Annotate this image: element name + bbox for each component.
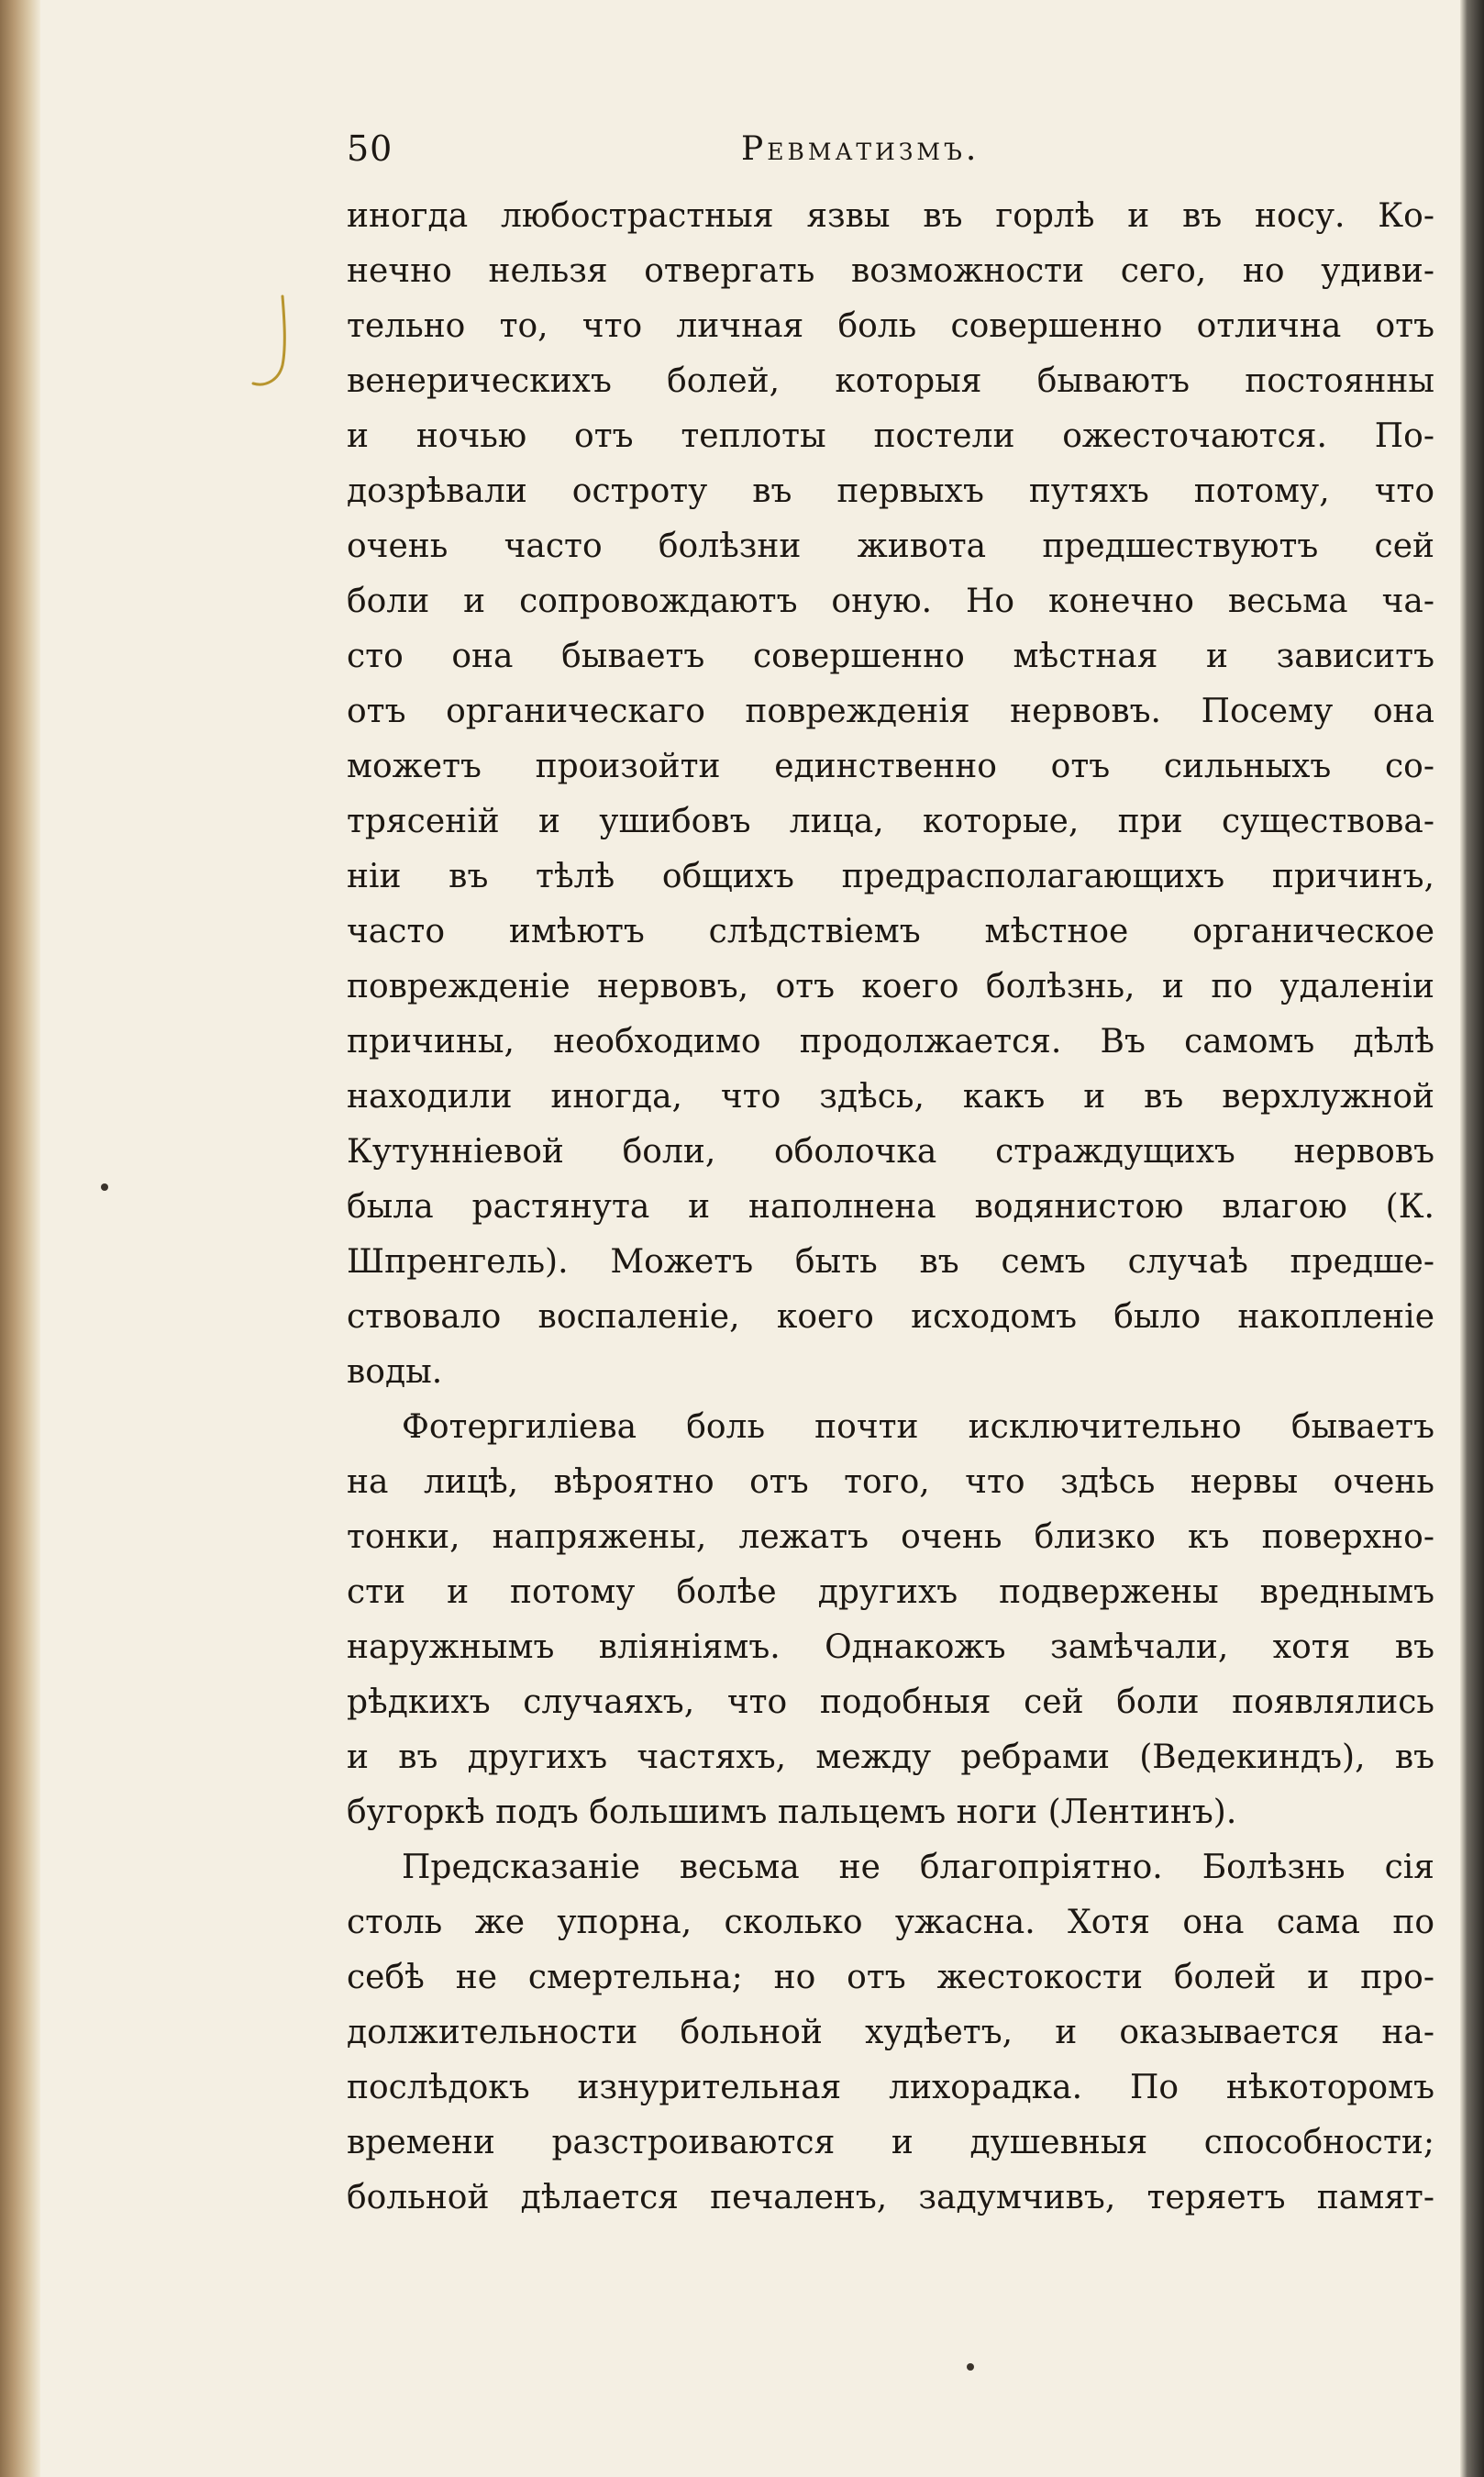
text-line: сти и потому болѣе другихъ подвержены вреднымъ bbox=[347, 1573, 1434, 1611]
text-line: ніи въ тѣлѣ общихъ предрасполагающихъ причинъ, bbox=[347, 858, 1434, 895]
text-line: нечно нельзя отвергать возможности сего, но удиви- bbox=[347, 252, 1434, 290]
running-title: Ревматизмъ. bbox=[741, 130, 980, 168]
paragraph-start-line: Предсказаніе весьма не благопріятно. Болѣзнь сія bbox=[402, 1849, 1434, 1886]
text-line: иногда любострастныя язвы въ горлѣ и въ носу. Ко- bbox=[347, 197, 1434, 235]
text-line: сто она бываетъ совершенно мѣстная и зависитъ bbox=[347, 638, 1434, 675]
text-line: больной дѣлается печаленъ, задумчивъ, теряетъ памят- bbox=[347, 2179, 1434, 2216]
text-line: тонки, напряжены, лежатъ очень близко къ поверхно- bbox=[347, 1518, 1434, 1556]
text-line: на лицѣ, вѣроятно отъ того, что здѣсь нервы очень bbox=[347, 1463, 1434, 1501]
text-line: послѣдокъ изнурительная лихорадка. По нѣкоторомъ bbox=[347, 2069, 1434, 2106]
text-line: дозрѣвали остроту въ первыхъ путяхъ потому, что bbox=[347, 472, 1434, 510]
book-gutter bbox=[0, 0, 40, 2477]
text-line: рѣдкихъ случаяхъ, что подобныя сей боли появлялись bbox=[347, 1683, 1434, 1721]
ink-speck bbox=[101, 1183, 108, 1191]
text-line: и ночью отъ теплоты постели ожесточаются. По- bbox=[347, 417, 1434, 455]
text-line: столь же упорна, сколько ужасна. Хотя она сама по bbox=[347, 1904, 1434, 1941]
page-edge-shadow bbox=[1460, 0, 1484, 2477]
text-line: ствовало воспаленіе, коего исходомъ было накопленіе bbox=[347, 1298, 1434, 1336]
text-line: наружнымъ вліяніямъ. Однакожъ замѣчали, хотя въ bbox=[347, 1628, 1434, 1666]
text-line: причины, необходимо продолжается. Въ самомъ дѣлѣ bbox=[347, 1023, 1434, 1061]
running-head bbox=[347, 127, 1445, 182]
text-line: тельно то, что личная боль совершенно отлична отъ bbox=[347, 307, 1434, 345]
text-line: поврежденіе нервовъ, отъ коего болѣзнь, и по удаленіи bbox=[347, 968, 1434, 1005]
text-line: находили иногда, что здѣсь, какъ и въ верхлужной bbox=[347, 1078, 1434, 1116]
text-line: очень часто болѣзни живота предшествуютъ сей bbox=[347, 528, 1434, 565]
text-line: боли и сопровождаютъ оную. Но конечно весьма ча- bbox=[347, 583, 1434, 620]
text-line: себѣ не смертельна; но отъ жестокости болей и про- bbox=[347, 1959, 1434, 1996]
text-line: отъ органическаго поврежденія нервовъ. Посему она bbox=[347, 693, 1434, 730]
text-line: времени разстроиваются и душевныя способности; bbox=[347, 2124, 1434, 2161]
page-number: 50 bbox=[347, 128, 393, 169]
margin-pencil-mark bbox=[246, 292, 301, 393]
ink-speck bbox=[967, 2363, 974, 2371]
text-line: венерическихъ болей, которыя бываютъ постоянны bbox=[347, 362, 1434, 400]
body-text bbox=[347, 189, 1434, 2226]
text-line: должительности больной худѣетъ, и оказывается на- bbox=[347, 2014, 1434, 2051]
text-line: была растянута и наполнена водянистою влагою (К. bbox=[347, 1188, 1434, 1226]
paragraph-end-line: воды. bbox=[347, 1353, 443, 1391]
text-line: трясеній и ушибовъ лица, которые, при существова- bbox=[347, 803, 1434, 840]
paragraph-end-line: бугоркѣ подъ большимъ пальцемъ ноги (Лентинъ). bbox=[347, 1794, 1237, 1831]
text-line: и въ другихъ частяхъ, между ребрами (Ведекиндъ), въ bbox=[347, 1738, 1434, 1776]
text-line: Шпренгель). Можетъ быть въ семъ случаѣ предше- bbox=[347, 1243, 1434, 1281]
text-line: Кутунніевой боли, оболочка страждущихъ нервовъ bbox=[347, 1133, 1434, 1171]
paragraph-start-line: Фотергиліева боль почти исключительно бываетъ bbox=[402, 1408, 1434, 1446]
text-line: можетъ произойти единственно отъ сильныхъ со- bbox=[347, 748, 1434, 785]
text-line: часто имѣютъ слѣдствіемъ мѣстное органическое bbox=[347, 913, 1434, 950]
